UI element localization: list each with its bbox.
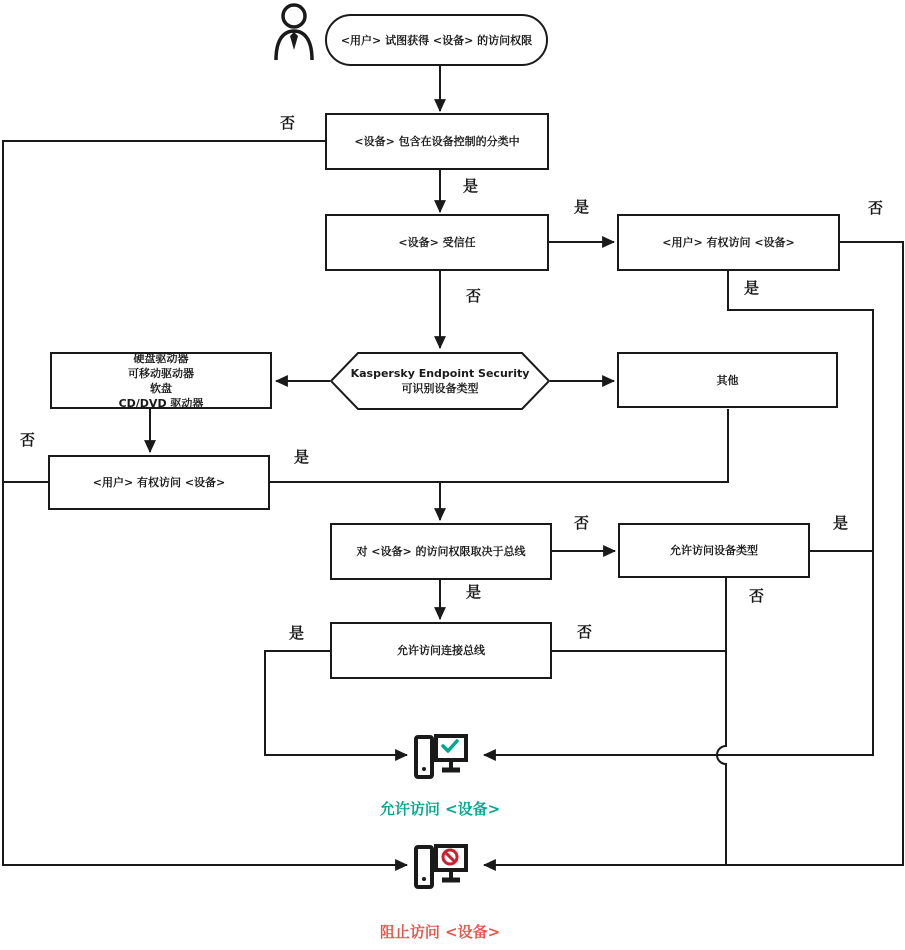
- node-recognize-hexagon: [330, 352, 550, 410]
- node-other-label: 其他: [716, 373, 739, 387]
- device-type-removable: 可移动驱动器: [127, 366, 194, 380]
- edge-label-yes-trusted: 是: [574, 198, 590, 216]
- edge-label-no-allowbus: 否: [577, 623, 593, 641]
- result-block-text: 阻止访问 <设备>: [379, 923, 501, 941]
- node-depends-on-bus: [330, 523, 552, 580]
- node-categorized: [325, 113, 549, 170]
- node-allow-bus-label: 允许访问连接总线: [397, 644, 485, 657]
- computer-blocked-icon: [412, 841, 472, 891]
- edge-label-no-categorized: 否: [280, 114, 296, 132]
- edge-label-no-dependsonbus: 否: [574, 514, 590, 532]
- edge-label-yes-allowbus: 是: [289, 624, 305, 642]
- node-start-label: <用户> 试图获得 <设备> 的访问权限: [340, 33, 533, 47]
- edge-allowdevicetype-no-down: [717, 578, 726, 865]
- node-user-access-left-label: <用户> 有权访问 <设备>: [92, 476, 226, 489]
- node-user-access-left: [48, 455, 270, 510]
- edge-label-yes-useraccesstop: 是: [744, 279, 760, 297]
- edge-label-no-useraccesstop: 否: [868, 199, 884, 217]
- prohibition-icon: [443, 850, 457, 864]
- node-allow-bus: [330, 622, 552, 679]
- edge-useraccesstop-yes-to-allow: [484, 270, 873, 755]
- edge-label-no-useraccessleft: 否: [20, 431, 36, 449]
- node-allow-device-type-label: 允许访问设备类型: [670, 544, 758, 557]
- node-user-access-top: [617, 214, 840, 271]
- recognize-line2: 可识别设备类型: [401, 382, 479, 395]
- device-type-cddvd: CD/DVD 驱动器: [118, 396, 204, 410]
- node-trusted-label: <设备> 受信任: [398, 236, 476, 249]
- recognize-line1: Kaspersky Endpoint Security: [350, 367, 530, 380]
- node-start: [325, 14, 548, 66]
- node-allow-device-type: [618, 523, 810, 578]
- node-user-access-top-label: <用户> 有权访问 <设备>: [662, 236, 795, 249]
- result-allow-text: 允许访问 <设备>: [379, 800, 501, 818]
- edge-label-no-trusted: 否: [466, 287, 482, 305]
- device-type-floppy: 软盘: [149, 381, 172, 395]
- node-categorized-label: <设备> 包含在设备控制的分类中: [354, 135, 520, 148]
- device-type-hdd: 硬盘驱动器: [133, 351, 189, 365]
- node-depends-on-bus-label: 对 <设备> 的访问权限取决于总线: [356, 545, 526, 558]
- edge-label-yes-dependsonbus: 是: [466, 583, 482, 601]
- user-actor-icon: [270, 2, 318, 64]
- node-device-types: [50, 352, 272, 409]
- edge-label-yes-categorized: 是: [463, 177, 479, 195]
- computer-allowed-icon: [412, 731, 472, 781]
- node-other: [617, 352, 838, 408]
- node-trusted: [325, 214, 549, 271]
- edge-label-no-allowdevicetype: 否: [749, 587, 765, 605]
- edge-useraccessleft-yes-and-other: [270, 409, 728, 482]
- edge-label-yes-allowdevicetype: 是: [833, 514, 849, 532]
- edge-label-yes-useraccessleft: 是: [294, 448, 310, 466]
